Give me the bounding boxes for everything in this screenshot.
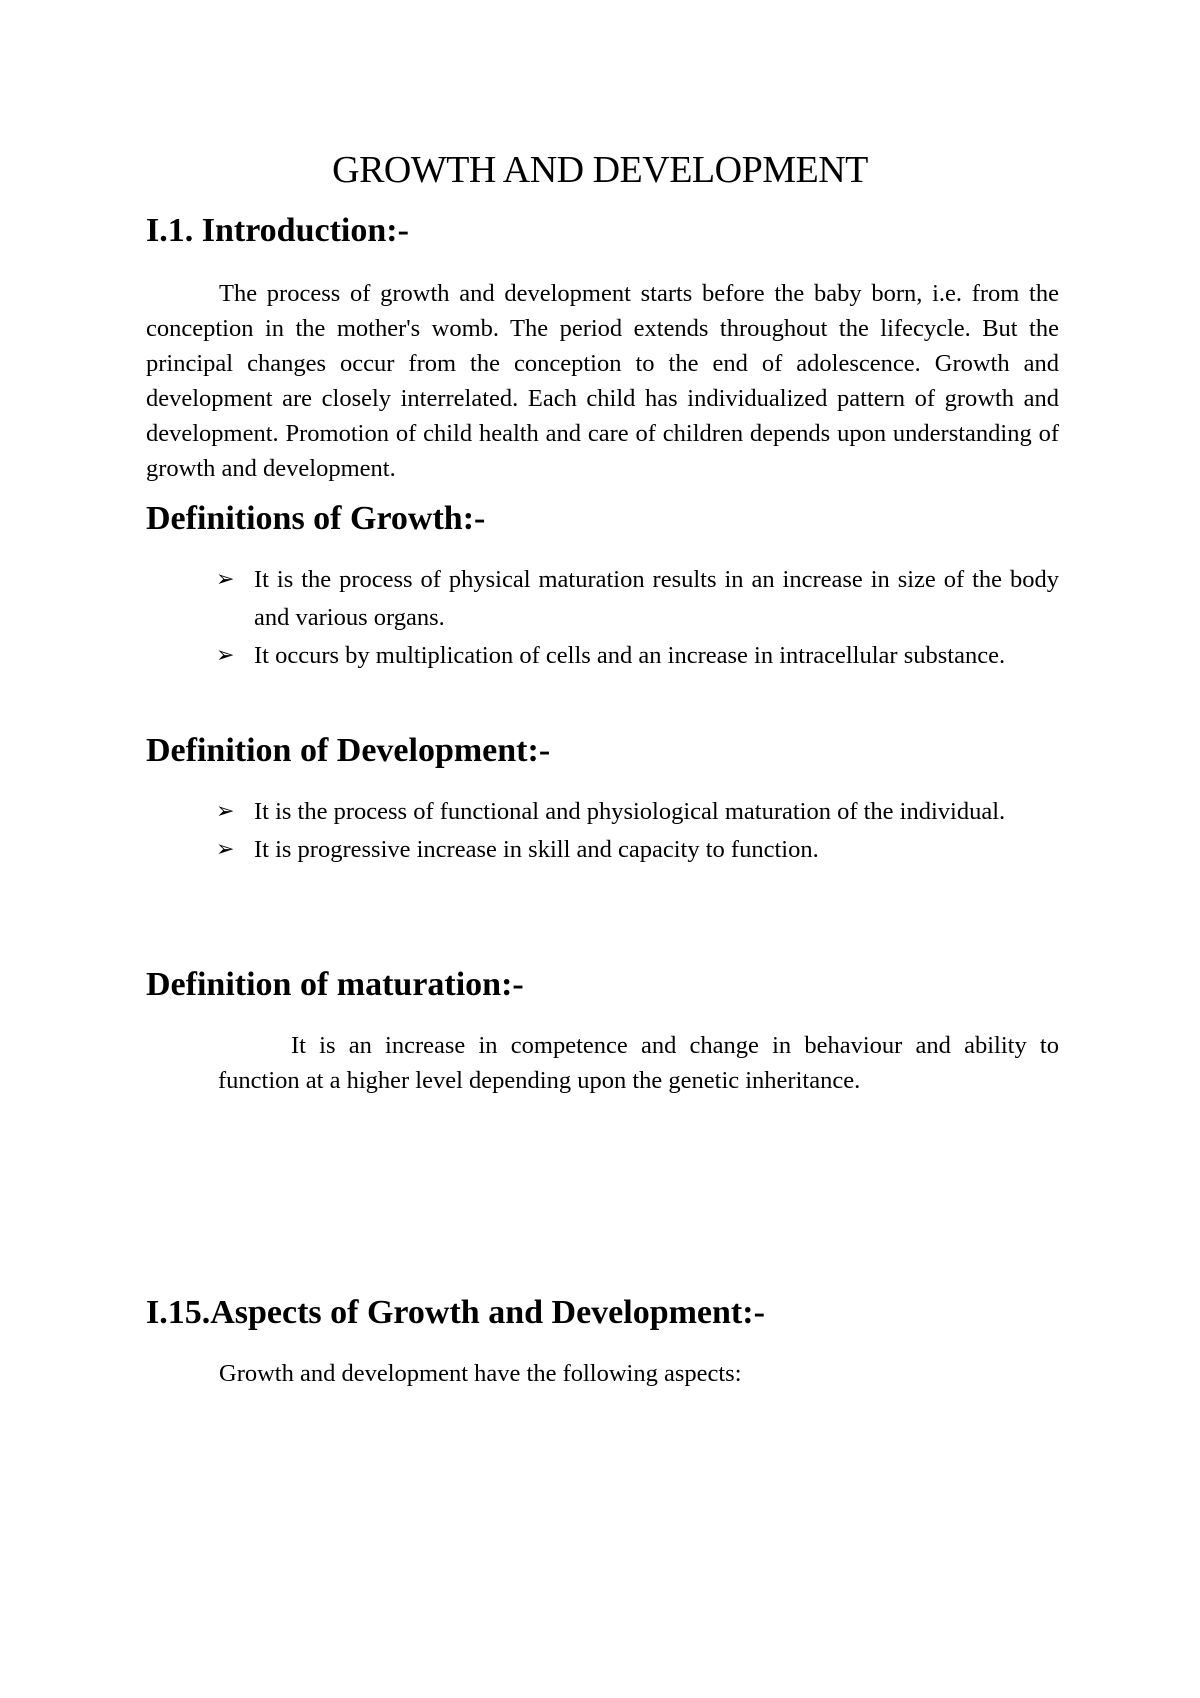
list-item xyxy=(214,831,1059,869)
maturation-heading: Definition of maturation:- xyxy=(146,966,524,1003)
document-title: GROWTH AND DEVELOPMENT xyxy=(332,149,868,191)
aspects-paragraph: Growth and development have the following aspects: xyxy=(219,1360,742,1387)
arrowhead-bullet-icon: ➢ xyxy=(216,837,235,862)
aspects-heading: I.15.Aspects of Growth and Development:- xyxy=(146,1294,765,1331)
arrowhead-bullet-icon: ➢ xyxy=(216,799,235,824)
arrowhead-bullet-icon: ➢ xyxy=(216,643,235,668)
introduction-paragraph xyxy=(146,276,1059,486)
list-item-text: It is the process of functional and physiological maturation of the individual. xyxy=(254,798,1006,825)
maturation-paragraph xyxy=(218,1028,1059,1098)
list-item-text: It is the process of physical maturation results in an increase in size of the body and various organs. xyxy=(254,566,1059,631)
growth-definitions-list xyxy=(214,561,1059,675)
maturation-text: It is an increase in competence and change in behaviour and ability to function at a higher level depending upon the genetic inheritance. xyxy=(218,1032,1059,1094)
development-definitions-list xyxy=(214,793,1059,869)
list-item-text: It occurs by multiplication of cells and an increase in intracellular substance. xyxy=(254,642,1006,669)
arrowhead-bullet-icon: ➢ xyxy=(216,567,235,592)
list-item xyxy=(214,793,1059,831)
introduction-text: The process of growth and development starts before the baby born, i.e. from the conception in the mother's womb. The period extends throughout the lifecycle. But the principal changes occur from the conception to the end of adolescence. Growth and development are closely interrelated. Each child has individualized pattern of growth and development. Promotion of child health and care of children depends upon understanding of growth and development. xyxy=(146,280,1059,482)
list-item xyxy=(214,637,1059,675)
list-item xyxy=(214,561,1059,637)
development-heading: Definition of Development:- xyxy=(146,732,551,769)
list-item-text: It is progressive increase in skill and capacity to function. xyxy=(254,836,819,863)
growth-heading: Definitions of Growth:- xyxy=(146,500,486,537)
introduction-heading: I.1. Introduction:- xyxy=(146,212,409,249)
